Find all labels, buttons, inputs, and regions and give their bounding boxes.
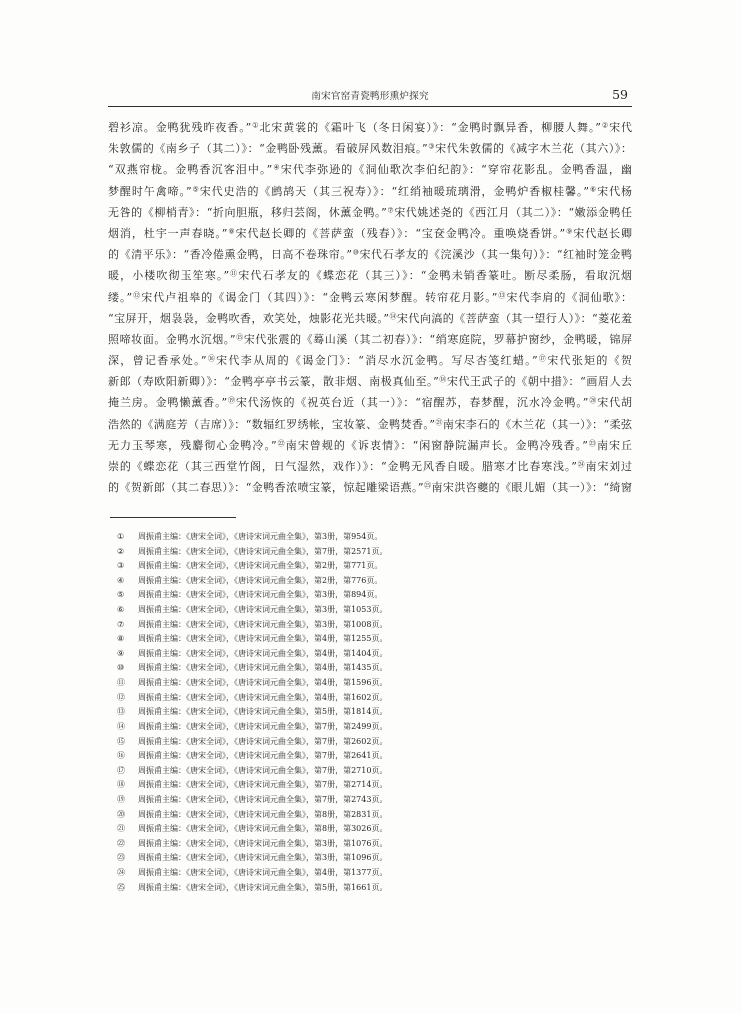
body-line-text: 新郎（寿欧阳新卿）》：“金鸭亭亭书云篆，散非烟、南极真仙至。”⑱宋代王武子的《朝中措》：“画眉人去: [108, 375, 633, 389]
footnote: [117, 574, 387, 589]
body-line-text: 暖，小楼吹彻玉笙寒。”⑪宋代石孝友的《蝶恋花（其三）》：“金鸭未销香篆吐。断尽柔肠，看取沉烟: [108, 269, 634, 283]
footnote-mark: ㉒: [117, 838, 125, 848]
body-line-text: 掩兰房。金鸭懒薰香。”⑲宋代汤恢的《祝英台近（其一）》：“宿醒苏，春梦醒，沉水冷金鸭。”⑳宋代胡: [108, 396, 633, 410]
footnote-mark: ⑨: [117, 648, 125, 658]
footnote-ref: ①: [252, 121, 260, 130]
footnote-mark: ㉓: [117, 853, 125, 863]
body-text-line: [108, 456, 632, 477]
footnote-mark: ⑮: [117, 736, 125, 746]
footnote-text: 周振甫主编：《唐宋全词》，《唐诗宋词元曲全集》，第5册，第1661页。: [138, 882, 388, 892]
footnote-ref: ⑫: [133, 291, 142, 299]
footnote: [117, 647, 387, 662]
footnote: [117, 691, 387, 706]
footnote-text: 周振甫主编：《唐宋全词》，《唐诗宋词元曲全集》，第4册，第1596页。: [138, 678, 388, 688]
body-text-line: [108, 414, 632, 435]
footnote-ref: ⑦: [387, 206, 395, 215]
footnote: [117, 866, 387, 881]
footnote-text: 周振甫主编：《唐宋全词》，《唐诗宋词元曲全集》，第3册，第894页。: [138, 590, 383, 600]
body-text-line: [108, 181, 632, 202]
footnote-mark: ⑩: [117, 663, 125, 673]
footnote-mark: ①: [117, 532, 125, 541]
footnote-text: 周振甫主编：《唐宋全词》，《唐诗宋词元曲全集》，第8册，第2831页。: [138, 809, 388, 819]
footnote: [117, 793, 387, 808]
footnote-ref: ②: [601, 121, 610, 130]
footnote-mark: ⑫: [117, 692, 125, 702]
footnote-text: 周振甫主编：《唐宋全词》，《唐诗宋词元曲全集》，第2册，第776页。: [138, 575, 383, 585]
footnote: [117, 530, 387, 545]
body-line-text: 的《贺新郎（其二春思）》：“金鸭香浓喷宝篆，惊起雕梁语燕。”$^㉕$南宋洪咨夔的《眼儿媚（其一）》：“绮窗: [108, 481, 633, 495]
footnote: [117, 676, 387, 691]
footnote-ref: ⑬: [498, 291, 507, 299]
footnote-ref: ⑰: [538, 354, 548, 363]
running-title: 南宋官窑青瓷鸭形熏炉探究: [311, 91, 429, 102]
body-line-text: “双燕帘栊。金鸭香沉客泪中。”④宋代李弥逊的《洞仙歌次李伯纪韵》：“穿帘花影乱。金鸭香温，幽: [108, 163, 634, 177]
footnote-ref: ㉑: [435, 418, 443, 427]
footnote-mark: ⑥: [117, 605, 125, 615]
footnote-mark: ②: [117, 546, 125, 556]
body-text-line: [108, 371, 632, 392]
body-line-text: 缕。”⑫宋代卢祖皋的《谒金门（其四）》：“金鸭云寒闲梦醒。转帘花月影。”⑬宋代李肩的《洞仙歌》：: [108, 290, 634, 304]
footnote-text: 周振甫主编：《唐宋全词》，《唐诗宋词元曲全集》，第4册，第1255页。: [138, 634, 388, 644]
footnote-text: 周振甫主编：《唐宋全词》，《唐诗宋词元曲全集》，第4册，第1602页。: [138, 692, 388, 702]
body-line-text: 无咎的《柳梢青》：“折向胆瓶，移归芸阁，休薰金鸭。”⑦宋代姚述尧的《西江月（其二）》：“嫩添金鸭任: [108, 205, 633, 219]
footnote-ref: ⑥: [589, 185, 598, 194]
footnote-ref: ㉕: [423, 481, 432, 490]
footnote-mark: ⑰: [117, 765, 125, 775]
footnote-text: 周振甫主编：《唐宋全词》，《唐诗宋词元曲全集》，第2册，第771页。: [138, 561, 383, 571]
running-header: [108, 87, 632, 107]
footnote-mark: ⑪: [117, 678, 125, 688]
body-text-line: [108, 287, 632, 308]
page-number: 59: [612, 87, 628, 102]
footnote: [117, 603, 387, 618]
body-line-text: 烟消，杜宇一声春晓。”⑧宋代赵长卿的《菩萨蛮（残春）》：“宝奁金鸭冷。重唤烧香饼。”⑨宋代赵长卿: [108, 226, 633, 240]
footnote: [117, 735, 387, 750]
footnote-ref: ⑳: [589, 396, 598, 405]
footnote-text: 周振甫主编：《唐宋全词》，《唐诗宋词元曲全集》，第7册，第2602页。: [138, 736, 388, 746]
footnote-text: 周振甫主编：《唐宋全词》，《唐诗宋词元曲全集》，第7册，第2499页。: [138, 721, 388, 731]
body-text-line: [108, 159, 632, 180]
footnote-mark: ⑬: [117, 707, 125, 717]
footnote-ref: ⑯: [207, 354, 217, 363]
footnote: [117, 705, 387, 720]
footnote: [117, 632, 387, 647]
footnote-text: 周振甫主编：《唐宋全词》，《唐诗宋词元曲全集》，第7册，第2641页。: [138, 751, 388, 761]
footnote: [117, 618, 387, 633]
body-text-line: [108, 138, 632, 159]
footnote-mark: ⑦: [117, 619, 125, 629]
footnote-text: 周振甫主编：《唐宋全词》，《唐诗宋词元曲全集》，第3册，第1053页。: [138, 605, 388, 615]
footnote: [117, 588, 387, 603]
footnote-ref: ③: [428, 142, 436, 151]
body-line-text: 无力玉琴寒，残麝彻心金鸭冷。”$^㉒$南宋曾觌的《诉衷情》：“闲窗静院漏声长。金鸭冷残香。”$^㉓$南宋丘: [108, 438, 634, 452]
footnote-ref: ⑲: [227, 396, 236, 405]
footnote-ref: ⑭: [389, 312, 397, 321]
footnote-text: 周振甫主编：《唐宋全词》，《唐诗宋词元曲全集》，第5册，第1814页。: [138, 707, 388, 717]
footnote-mark: ③: [117, 561, 125, 571]
footnote-ref: ⑪: [230, 269, 239, 278]
body-text-line: [108, 117, 632, 138]
footnote: [117, 764, 387, 779]
footnote: [117, 559, 387, 574]
body-text: [108, 117, 632, 498]
footnote-text: 周振甫主编：《唐宋全词》，《唐诗宋词元曲全集》，第4册，第1377页。: [138, 868, 388, 878]
footnote-mark: ⑧: [117, 634, 125, 644]
body-text-line: [108, 477, 632, 498]
footnote-ref: ㉒: [277, 439, 286, 448]
body-text-line: [108, 329, 632, 350]
body-text-line: [108, 265, 632, 286]
footnote-text: 周振甫主编：《唐宋全词》，《唐诗宋词元曲全集》，第3册，第1008页。: [138, 619, 388, 629]
body-text-line: [108, 308, 632, 329]
footnote-mark: ⑤: [117, 590, 125, 600]
footnote-ref: ⑤: [192, 185, 200, 194]
footnote-ref: ⑨: [566, 227, 574, 236]
body-text-line: [108, 223, 632, 244]
footnote-text: 周振甫主编：《唐宋全词》，《唐诗宋词元曲全集》，第3册，第1076页。: [138, 838, 388, 848]
body-line-text: 浩然的《满庭芳（吉席）》：“数辐红罗绣帐，宝妆篆、金鸭焚香。”$^㉑$南宋李石的《木兰花（其一）》：“柔弦: [108, 417, 633, 431]
footnote: [117, 837, 387, 852]
footnote: [117, 749, 387, 764]
footnote-mark: ⑭: [117, 721, 125, 731]
footnote-text: 周振甫主编：《唐宋全词》，《唐诗宋词元曲全集》，第4册，第1435页。: [138, 663, 388, 673]
body-text-line: [108, 244, 632, 265]
footnote-text: 周振甫主编：《唐宋全词》，《唐诗宋词元曲全集》，第4册，第1404页。: [138, 648, 388, 658]
footnote-text: 周振甫主编：《唐宋全词》，《唐诗宋词元曲全集》，第7册，第2710页。: [138, 765, 388, 775]
footnote-mark: ㉕: [117, 882, 125, 892]
footnote-ref: ㉓: [588, 439, 597, 448]
footnote-ref: ⑱: [439, 375, 447, 384]
footnote-text: 周振甫主编：《唐宋全词》，《唐诗宋词元曲全集》，第3册，第954页。: [138, 532, 383, 541]
footnote-mark: ⑱: [117, 780, 125, 790]
body-line-text: 梦醒时午禽啼。”⑤宋代史浩的《鹧鸪天（其三祝寿）》：“红绡袖暖琉璃滑，金鸭炉香椒桂馨。”⑥宋代杨: [108, 184, 633, 198]
footnote-separator: [110, 517, 236, 518]
footnote: [117, 720, 387, 735]
body-line-text: 崇的《蝶恋花（其三西堂竹阁，日气湿然，戏作）》：“金鸭无风香自暖。腊寒才比春寒浅。”$^㉔$南宋刘过: [108, 460, 633, 473]
footnote-mark: ㉔: [117, 868, 125, 878]
footnote-text: 周振甫主编：《唐宋全词》，《唐诗宋词元曲全集》，第3册，第1096页。: [138, 853, 388, 863]
footnote-text: 周振甫主编：《唐宋全词》，《唐诗宋词元曲全集》，第7册，第2714页。: [138, 780, 388, 790]
footnotes: [117, 530, 387, 895]
footnote-ref: ⑩: [352, 248, 360, 257]
footnote-mark: ㉑: [117, 824, 125, 834]
footnote-mark: ⑯: [117, 751, 125, 761]
footnote: [117, 778, 387, 793]
body-line-text: “宝屏开，烟袅袅，金鸭吹香，欢笑处，烛影花光共暖。”⑭宋代向滈的《菩萨蛮（其一望行人）》：“菱花羞: [108, 311, 633, 325]
footnote-text: 周振甫主编：《唐宋全词》，《唐诗宋词元曲全集》，第7册，第2571页。: [138, 546, 388, 556]
body-line-text: 照啼妆面。金鸭水沉烟。”⑮宋代张震的《蓦山溪（其二初春）》：“绡寒庭院，罗幕护窗纱，金鸭暖，锦屏: [108, 332, 633, 346]
footnote-mark: ⑳: [117, 809, 125, 819]
footnote-text: 周振甫主编：《唐宋全词》，《唐诗宋词元曲全集》，第7册，第2743页。: [138, 794, 388, 804]
footnote-text: 周振甫主编：《唐宋全词》，《唐诗宋词元曲全集》，第8册，第3026页。: [138, 824, 388, 834]
footnote: [117, 881, 387, 896]
footnote: [117, 808, 387, 823]
footnote: [117, 545, 387, 560]
body-text-line: [108, 202, 632, 223]
footnote-ref: ⑮: [236, 333, 244, 342]
body-text-line: [108, 350, 632, 371]
body-text-line: [108, 392, 632, 413]
footnote-mark: ④: [117, 575, 125, 585]
body-line-text: 朱敦儒的《南乡子（其二）》：“金鸭卧残薰。看破屏风数泪痕。”③宋代朱敦儒的《减字木兰花（其六）》：: [108, 142, 633, 156]
footnote: [117, 822, 387, 837]
body-line-text: 深，曾记香承处。”⑯宋代李从周的《谒金门》：“消尽水沉金鸭。写尽杏笺红蜡。”⑰宋代张矩的《贺: [108, 354, 634, 368]
footnote: [117, 661, 387, 676]
body-line-text: 碧衫凉。金鸭犹残昨夜香。”①北宋黄裳的《霜叶飞（冬日闲宴）》：“金鸭时飘异香，柳腰人舞。”②宋代: [108, 121, 633, 134]
footnote-ref: ④: [273, 163, 281, 172]
body-line-text: 的《清平乐》：“香冷倦熏金鸭，日高不卷珠帘。”⑩宋代石孝友的《浣溪沙（其一集句）》：“红袖时笼金鸭: [108, 248, 633, 262]
footnote-ref: ㉔: [577, 460, 586, 469]
body-text-line: [108, 435, 632, 456]
footnote-ref: ⑧: [228, 227, 236, 236]
footnote-mark: ⑲: [117, 794, 125, 804]
footnote: [117, 851, 387, 866]
